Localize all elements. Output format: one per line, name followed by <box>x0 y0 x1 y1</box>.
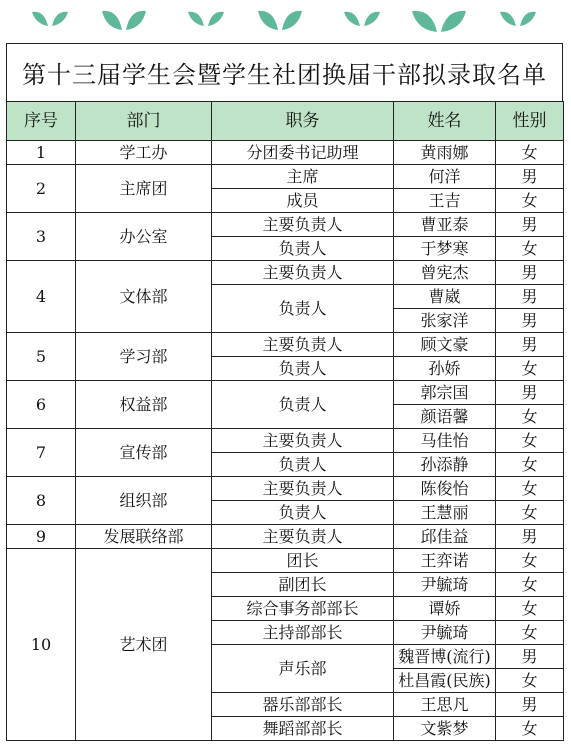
name-cell: 郭宗国 <box>394 381 496 405</box>
table-row <box>7 261 564 285</box>
group-number-cell: 9 <box>7 525 76 549</box>
role-cell: 成员 <box>212 189 394 213</box>
table-row <box>7 381 564 405</box>
group-number-cell: 2 <box>7 165 76 213</box>
gender-cell: 男 <box>496 165 564 189</box>
gender-cell: 女 <box>496 141 564 165</box>
name-cell: 陈俊怡 <box>394 477 496 501</box>
role-cell: 器乐部部长 <box>212 693 394 717</box>
role-cell: 舞蹈部部长 <box>212 717 394 741</box>
table-row <box>7 333 564 357</box>
role-cell: 负责人 <box>212 501 394 525</box>
department-cell: 艺术团 <box>76 549 212 741</box>
name-cell: 魏晋博(流行) <box>394 645 496 669</box>
gender-cell: 男 <box>496 693 564 717</box>
role-cell: 主要负责人 <box>212 429 394 453</box>
name-cell: 王慧丽 <box>394 501 496 525</box>
group-number-cell: 3 <box>7 213 76 261</box>
leaf-icon <box>186 8 226 30</box>
leaf-icon <box>410 8 468 36</box>
gender-cell: 男 <box>496 333 564 357</box>
name-cell: 曹崴 <box>394 285 496 309</box>
department-cell: 学习部 <box>76 333 212 381</box>
role-cell: 主要负责人 <box>212 525 394 549</box>
header-row <box>7 102 564 141</box>
gender-cell: 男 <box>496 309 564 333</box>
group-number-cell: 4 <box>7 261 76 333</box>
gender-cell: 男 <box>496 381 564 405</box>
name-cell: 顾文豪 <box>394 333 496 357</box>
table-body <box>7 141 564 741</box>
gender-cell: 女 <box>496 597 564 621</box>
role-cell: 主要负责人 <box>212 333 394 357</box>
group-number-cell: 6 <box>7 381 76 429</box>
group-number-cell: 5 <box>7 333 76 381</box>
department-cell: 学工办 <box>76 141 212 165</box>
role-cell: 主要负责人 <box>212 213 394 237</box>
name-cell: 颜语馨 <box>394 405 496 429</box>
name-cell: 王吉 <box>394 189 496 213</box>
leaf-icon <box>498 8 538 30</box>
header-cell: 部门 <box>76 102 212 141</box>
role-cell: 主席 <box>212 165 394 189</box>
gender-cell: 女 <box>496 501 564 525</box>
department-cell: 权益部 <box>76 381 212 429</box>
name-cell: 于梦寒 <box>394 237 496 261</box>
leaf-icon <box>30 8 70 30</box>
name-cell: 谭娇 <box>394 597 496 621</box>
gender-cell: 男 <box>496 213 564 237</box>
header-cell: 职务 <box>212 102 394 141</box>
gender-cell: 女 <box>496 237 564 261</box>
role-cell: 主持部部长 <box>212 621 394 645</box>
name-cell: 孙添静 <box>394 453 496 477</box>
gender-cell: 女 <box>496 573 564 597</box>
role-cell: 负责人 <box>212 357 394 381</box>
name-cell: 何洋 <box>394 165 496 189</box>
department-cell: 宣传部 <box>76 429 212 477</box>
table-row <box>7 213 564 237</box>
gender-cell: 女 <box>496 357 564 381</box>
gender-cell: 女 <box>496 717 564 741</box>
group-number-cell: 8 <box>7 477 76 525</box>
gender-cell: 女 <box>496 477 564 501</box>
name-cell: 杜昌霞(民族) <box>394 669 496 693</box>
name-cell: 邱佳益 <box>394 525 496 549</box>
gender-cell: 女 <box>496 189 564 213</box>
role-cell: 声乐部 <box>212 645 394 693</box>
department-cell: 文体部 <box>76 261 212 333</box>
name-cell: 王弈诺 <box>394 549 496 573</box>
department-cell: 组织部 <box>76 477 212 525</box>
gender-cell: 女 <box>496 669 564 693</box>
gender-cell: 女 <box>496 405 564 429</box>
header-cell: 序号 <box>7 102 76 141</box>
leaf-decoration-row <box>0 0 571 38</box>
role-cell: 主要负责人 <box>212 261 394 285</box>
role-cell: 负责人 <box>212 381 394 429</box>
role-cell: 分团委书记助理 <box>212 141 394 165</box>
name-cell: 尹毓琦 <box>394 621 496 645</box>
roster-table <box>6 101 564 741</box>
gender-cell: 男 <box>496 645 564 669</box>
department-cell: 办公室 <box>76 213 212 261</box>
name-cell: 马佳怡 <box>394 429 496 453</box>
table-row <box>7 165 564 189</box>
name-cell: 文紫梦 <box>394 717 496 741</box>
name-cell: 孙娇 <box>394 357 496 381</box>
name-cell: 黄雨娜 <box>394 141 496 165</box>
role-cell: 综合事务部部长 <box>212 597 394 621</box>
table-row <box>7 525 564 549</box>
group-number-cell: 7 <box>7 429 76 477</box>
gender-cell: 男 <box>496 525 564 549</box>
name-cell: 曾宪杰 <box>394 261 496 285</box>
gender-cell: 女 <box>496 549 564 573</box>
gender-cell: 女 <box>496 621 564 645</box>
gender-cell: 男 <box>496 261 564 285</box>
header-cell: 性别 <box>496 102 564 141</box>
leaf-icon <box>342 8 382 30</box>
page-title: 第十三届学生会暨学生社团换届干部拟录取名单 <box>6 43 563 101</box>
role-cell: 负责人 <box>212 285 394 333</box>
header-cell: 姓名 <box>394 102 496 141</box>
name-cell: 尹毓琦 <box>394 573 496 597</box>
department-cell: 主席团 <box>76 165 212 213</box>
name-cell: 王思凡 <box>394 693 496 717</box>
name-cell: 曹亚泰 <box>394 213 496 237</box>
role-cell: 负责人 <box>212 237 394 261</box>
table-row <box>7 477 564 501</box>
gender-cell: 女 <box>496 453 564 477</box>
role-cell: 负责人 <box>212 453 394 477</box>
gender-cell: 女 <box>496 429 564 453</box>
table-row <box>7 141 564 165</box>
gender-cell: 男 <box>496 285 564 309</box>
role-cell: 主要负责人 <box>212 477 394 501</box>
group-number-cell: 1 <box>7 141 76 165</box>
role-cell: 团长 <box>212 549 394 573</box>
name-cell: 张家洋 <box>394 309 496 333</box>
leaf-icon <box>256 8 304 34</box>
group-number-cell: 10 <box>7 549 76 741</box>
table-row <box>7 549 564 573</box>
department-cell: 发展联络部 <box>76 525 212 549</box>
table-row <box>7 429 564 453</box>
leaf-icon <box>100 8 148 34</box>
role-cell: 副团长 <box>212 573 394 597</box>
